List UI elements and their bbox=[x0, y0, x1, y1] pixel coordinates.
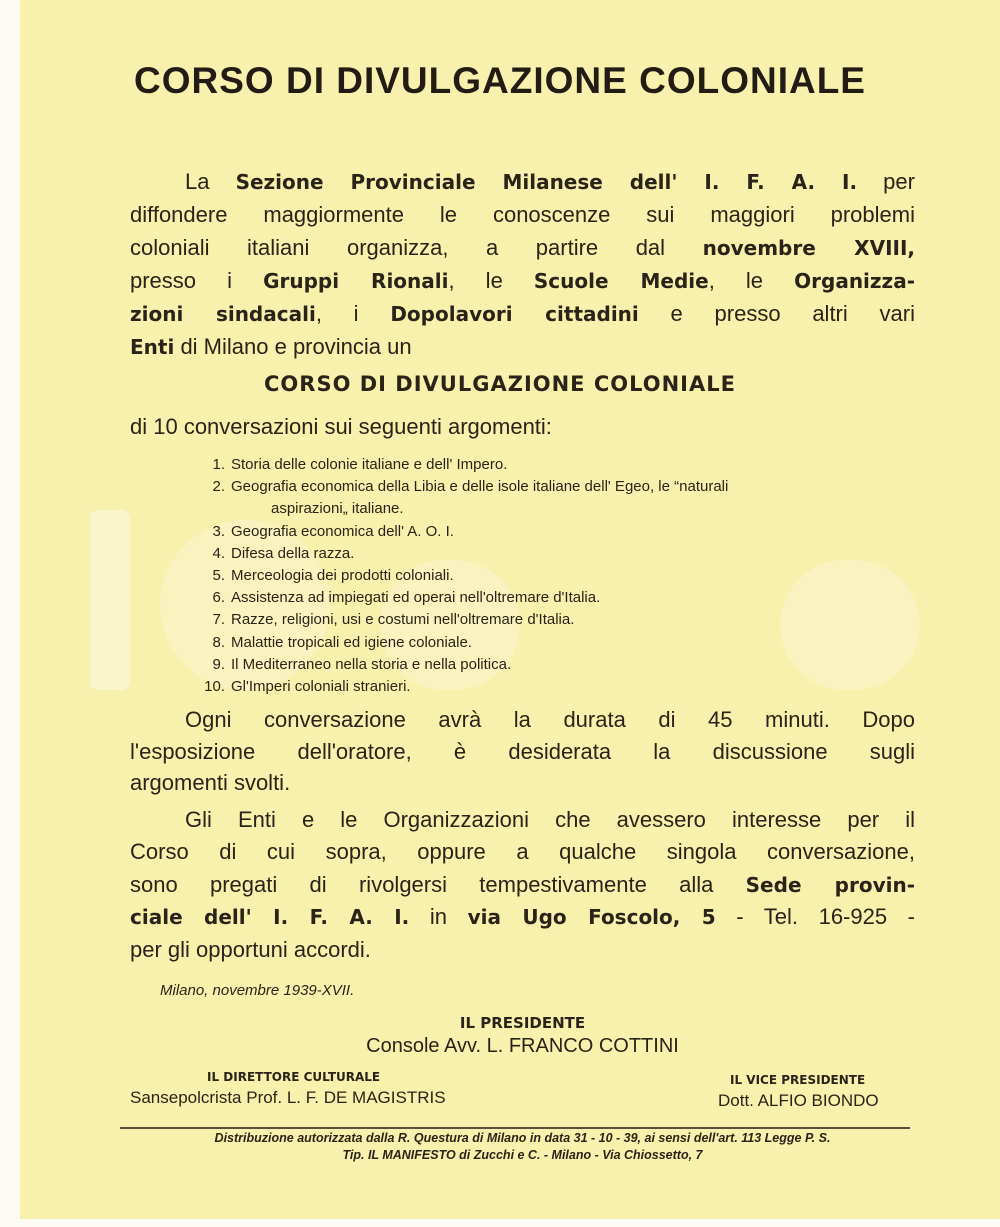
text: diffondere maggiormente le conoscenze sui maggiori problemi bbox=[130, 202, 915, 227]
contact-line: Gli Enti e le Organizzazioni che avessero interesse per il bbox=[185, 807, 915, 832]
bold-text: Sede provin- bbox=[745, 873, 916, 897]
item-text bbox=[231, 476, 925, 520]
date-line: Milano, novembre 1939-XVII. bbox=[160, 982, 355, 999]
item-text: Gl'Imperi coloniali stranieri. bbox=[231, 678, 411, 696]
contact-line bbox=[130, 901, 915, 933]
contact-line: per gli opportuni accordi. bbox=[130, 937, 371, 962]
list-item bbox=[195, 609, 925, 631]
list-item bbox=[195, 454, 925, 476]
item-number: 3. bbox=[212, 522, 225, 540]
item-text-line: aspirazioni„ italiane. bbox=[271, 500, 404, 518]
item-text: Razze, religioni, usi e costumi nell'oltremare d'Italia. bbox=[231, 611, 575, 629]
watermark-shape bbox=[90, 510, 130, 690]
text: di Milano e provincia un bbox=[174, 334, 412, 359]
paper-edge-bottom bbox=[0, 1219, 1000, 1227]
item-number: 1. bbox=[212, 456, 225, 473]
president-name: Console Avv. L. FRANCO COTTINI bbox=[366, 1035, 679, 1057]
list-item bbox=[195, 587, 925, 609]
text: La bbox=[185, 169, 236, 194]
item-text: Merceologia dei prodotti coloniali. bbox=[231, 567, 454, 585]
intro-line bbox=[130, 265, 915, 297]
item-number: 5. bbox=[212, 567, 225, 585]
text: presso i bbox=[130, 268, 264, 293]
list-item bbox=[195, 476, 925, 520]
list-item bbox=[195, 676, 925, 698]
item-text: Geografia economica dell' A. O. I. bbox=[231, 522, 454, 540]
contact-line bbox=[130, 869, 915, 901]
text: , i bbox=[315, 301, 391, 326]
item-number: 8. bbox=[212, 633, 225, 651]
bold-text: novembre XVIII, bbox=[702, 236, 915, 260]
item-text: Storia delle colonie italiane e dell' Impero. bbox=[231, 456, 508, 473]
text: sono pregati di rivolgersi tempestivamente alla bbox=[130, 872, 746, 897]
poster-title: CORSO DI DIVULGAZIONE COLONIALE bbox=[134, 60, 866, 101]
text: per bbox=[857, 169, 915, 194]
footer-authorization: Distribuzione autorizzata dalla R. Questura di Milano in data 31 - 10 - 39, ai sensi dell'art. 113 Legge P. S. bbox=[214, 1131, 831, 1145]
bold-text: ciale dell' I. F. A. I. bbox=[130, 905, 410, 929]
divider bbox=[120, 1127, 910, 1129]
bold-text: Sezione Provinciale Milanese dell' I. F. A. I. bbox=[235, 170, 858, 194]
duration-line: argomenti svolti. bbox=[130, 770, 291, 795]
president-title: IL PRESIDENTE bbox=[459, 1014, 586, 1032]
item-number: 4. bbox=[212, 544, 225, 562]
list-item bbox=[195, 654, 925, 676]
list-item bbox=[195, 632, 925, 654]
bold-text: Gruppi Rionali bbox=[263, 269, 449, 293]
course-heading: CORSO DI DIVULGAZIONE COLONIALE bbox=[264, 372, 736, 396]
intro-line bbox=[130, 199, 915, 231]
text: coloniali italiani organizza, a partire dal bbox=[130, 235, 703, 260]
bold-text: Enti bbox=[130, 335, 175, 359]
intro-line bbox=[130, 232, 915, 264]
item-text: Difesa della razza. bbox=[231, 544, 355, 562]
item-number: 2. bbox=[212, 478, 225, 496]
bold-text: Organizza- bbox=[794, 269, 915, 293]
bold-text: Scuole Medie bbox=[533, 269, 709, 293]
bold-text: zioni sindacali bbox=[130, 302, 316, 326]
list-item bbox=[195, 565, 925, 587]
intro-line bbox=[130, 331, 915, 363]
item-text: Il Mediterraneo nella storia e nella politica. bbox=[231, 655, 512, 673]
item-text-line: Geografia economica della Libia e delle isole italiane dell' Egeo, le “naturali bbox=[231, 478, 729, 496]
item-number: 6. bbox=[212, 589, 225, 607]
footer-printer: Tip. IL MANIFESTO di Zucchi e C. - Milano - Via Chiossetto, 7 bbox=[342, 1148, 703, 1162]
vice-president-name: Dott. ALFIO BIONDO bbox=[718, 1091, 879, 1110]
bold-text: Dopolavori cittadini bbox=[390, 302, 639, 326]
item-text: Assistenza ad impiegati ed operai nell'oltremare d'Italia. bbox=[231, 589, 601, 607]
vice-president-title: IL VICE PRESIDENTE bbox=[730, 1073, 866, 1087]
intro-line bbox=[185, 166, 915, 198]
item-text: Malattie tropicali ed igiene coloniale. bbox=[231, 633, 472, 651]
count-line: di 10 conversazioni sui seguenti argomenti: bbox=[130, 414, 552, 439]
bold-text: via Ugo Foscolo, 5 bbox=[467, 905, 716, 929]
duration-line: Ogni conversazione avrà la durata di 45 minuti. Dopo bbox=[185, 707, 915, 732]
text: , le bbox=[448, 268, 534, 293]
text: - Tel. 16-925 - bbox=[715, 904, 915, 929]
director-title: IL DIRETTORE CULTURALE bbox=[207, 1070, 381, 1084]
list-item bbox=[195, 543, 925, 565]
list-item bbox=[195, 521, 925, 543]
intro-line bbox=[130, 298, 915, 330]
duration-line: l'esposizione dell'oratore, è desiderata la discussione sugli bbox=[130, 739, 915, 764]
text: , le bbox=[708, 268, 795, 293]
text: in bbox=[409, 904, 468, 929]
item-number: 10. bbox=[204, 678, 225, 696]
topics-list bbox=[195, 454, 925, 698]
item-number: 7. bbox=[212, 611, 225, 629]
poster-title-wrap bbox=[0, 58, 1000, 104]
text: e presso altri vari bbox=[638, 301, 915, 326]
contact-line: Corso di cui sopra, oppure a qualche singola conversazione, bbox=[130, 839, 915, 864]
item-number: 9. bbox=[212, 655, 225, 673]
director-name: Sansepolcrista Prof. L. F. DE MAGISTRIS bbox=[130, 1088, 446, 1107]
